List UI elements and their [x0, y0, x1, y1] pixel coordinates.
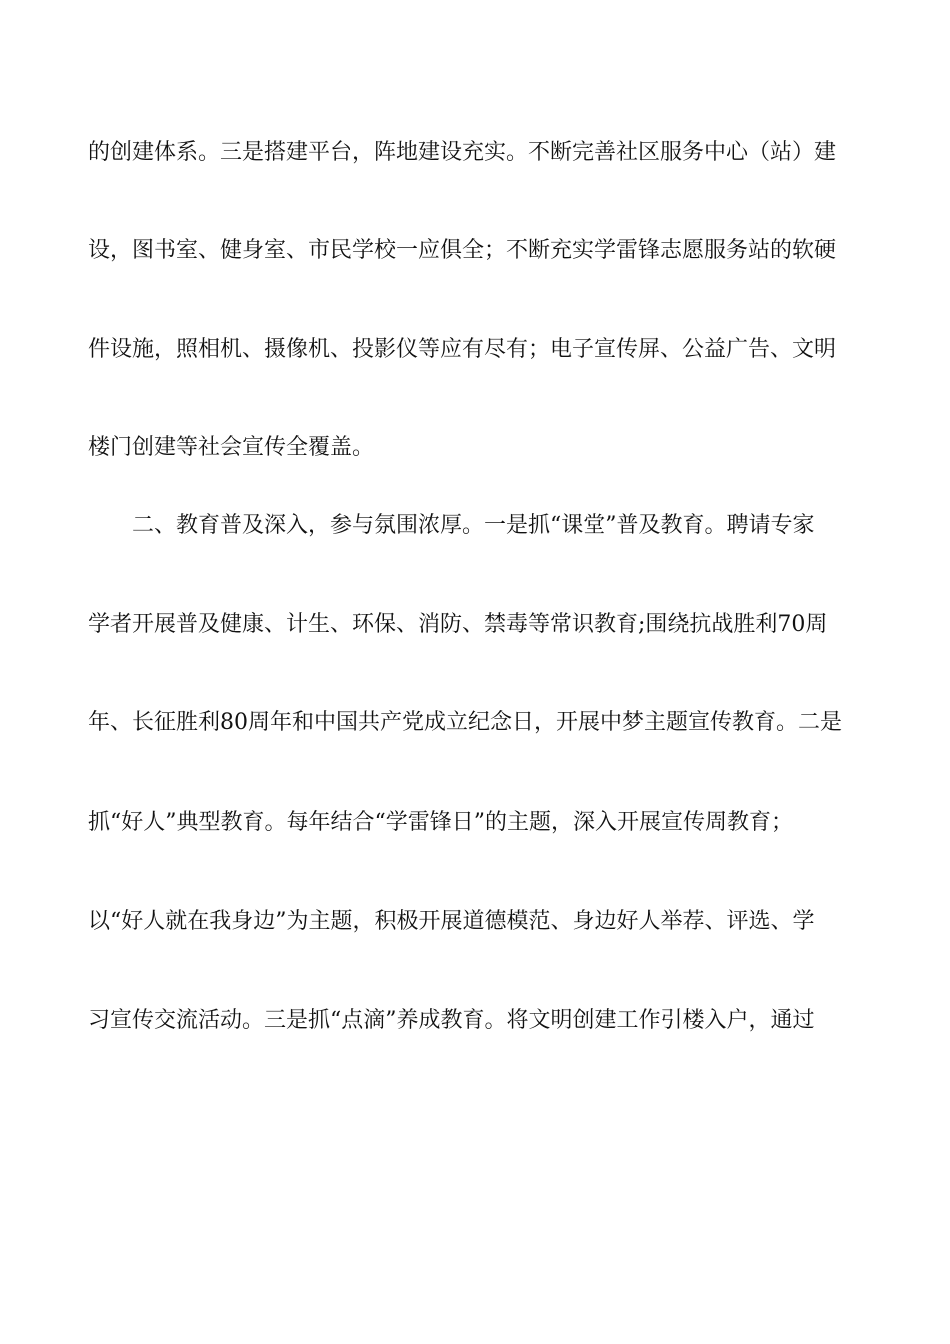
- paragraph-line-5: 二、教育普及深入，参与氛围浓厚。一是抓“课堂”普及教育。聘请专家: [132, 513, 815, 538]
- paragraph-line-2: 设，图书室、健身室、市民学校一应俱全；不断充实学雷锋志愿服务站的软硬: [88, 238, 837, 263]
- paragraph-line-8: 抓“好人”典型教育。每年结合“学雷锋日”的主题，深入开展宣传周教育；: [88, 810, 793, 835]
- paragraph-line-6: 学者开展普及健康、计生、环保、消防、禁毒等常识教育;围绕抗战胜利70周: [88, 612, 828, 637]
- paragraph-line-3: 件设施，照相机、摄像机、投影仪等应有尽有；电子宣传屏、公益广告、文明: [88, 337, 837, 362]
- paragraph-line-7: 年、长征胜利80周年和中国共产党成立纪念日，开展中梦主题宣传教育。二是: [88, 710, 842, 735]
- paragraph-line-4: 楼门创建等社会宣传全覆盖。: [88, 435, 375, 460]
- paragraph-line-10: 习宣传交流活动。三是抓“点滴”养成教育。将文明创建工作引楼入户，通过: [88, 1008, 815, 1033]
- paragraph-line-1: 的创建体系。三是搭建平台，阵地建设充实。不断完善社区服务中心（站）建: [88, 140, 837, 165]
- paragraph-line-9: 以“好人就在我身边”为主题，积极开展道德模范、身边好人举荐、评选、学: [88, 909, 815, 934]
